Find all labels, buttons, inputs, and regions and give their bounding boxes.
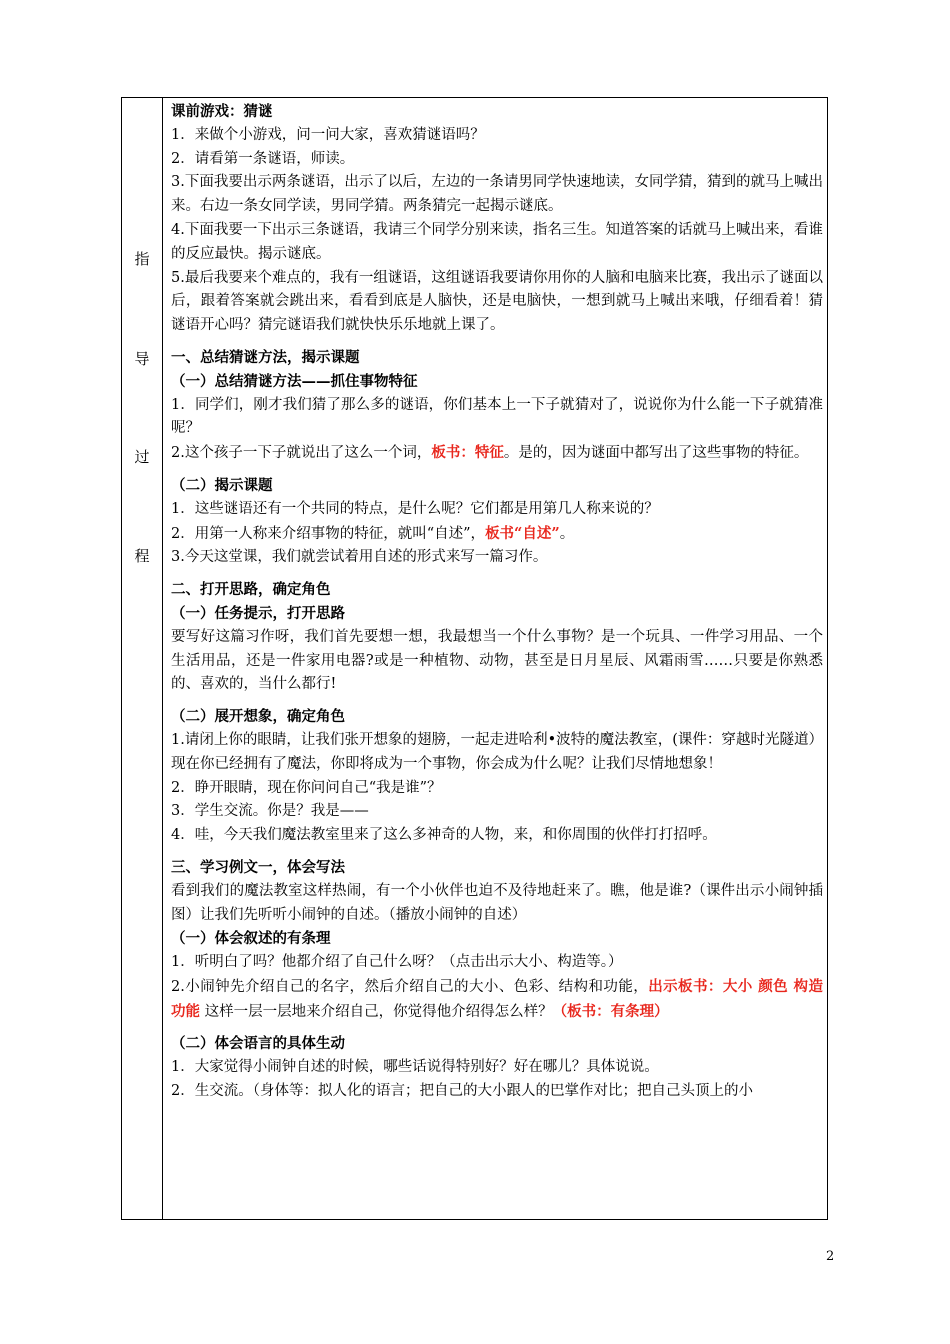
paragraph: 1．大家觉得小闹钟自述的时候，哪些话说得特别好？好在哪儿？具体说说。	[171, 1059, 659, 1076]
paragraph: 4.下面我要一下出示三条谜语，我请三个同学分别来读，指名三生。知道答案的话就马上喊出来，看谁的反应最快。揭示谜底。	[171, 221, 823, 262]
section-title: 二、打开思路，确定角色	[171, 581, 331, 599]
subsection-title: （一）总结猜谜方法——抓住事物特征	[171, 372, 418, 390]
page-number: 2	[826, 1249, 835, 1264]
paragraph: 2.这个孩子一下子就说出了这么一个词，板书：特征。是的，因为谜面中都写出了这些事物的特征。	[171, 444, 809, 462]
paragraph: 2．生交流。（身体等：拟人化的语言；把自己的大小跟人的巴掌作对比；把自己头顶上的小	[171, 1083, 753, 1100]
sidebar-char: 过	[134, 448, 150, 466]
paragraph: 3.今天这堂课，我们就尝试着用自述的形式来写一篇习作。	[171, 549, 548, 566]
sidebar-char: 指	[134, 250, 150, 268]
paragraph: 5.最后我要来个难点的，我有一组谜语，这组谜语我要请你用你的人脑和电脑来比赛，我出示了谜面以后，跟着答案就会跳出来，看看到底是人脑快，还是电脑快，一想到就马上喊出来哦，仔细看着！猜谜语开心吗？猜完谜语我们就快快乐乐地就上课了。	[171, 269, 823, 334]
board-note: 出示板书：大小 颜色 构造 功能	[171, 977, 823, 1020]
subsection-title: （一）任务提示，打开思路	[171, 604, 345, 622]
board-note: （板书：有条理）	[552, 1002, 669, 1020]
paragraph: 2．用第一人称来介绍事物的特征，就叫“自述”，板书“自述”。	[171, 524, 575, 542]
paragraph: 1．来做个小游戏，问一问大家，喜欢猜谜语吗？	[171, 126, 485, 143]
section-title: 三、学习例文一，体会写法	[171, 858, 345, 876]
paragraph: 2.小闹钟先介绍自己的名字，然后介绍自己的大小、色彩、结构和功能，出示板书：大小 颜色 构造 功能 这样一层一层地来介绍自己，你觉得他介绍得怎么样？（板书：有条理）	[171, 977, 823, 1020]
subsection-title: （二）体会语言的具体生动	[171, 1035, 345, 1053]
paragraph: 1.请闭上你的眼睛，让我们张开想象的翅膀，一起走进哈利•波特的魔法教室，(课件：穿越时光隧道）现在你已经拥有了魔法，你即将成为一个事物，你会成为什么呢？让我们尽情地想象！	[171, 731, 823, 772]
lesson-table	[121, 97, 828, 1220]
sidebar-label-column	[122, 98, 163, 1219]
subsection-title: （二）展开想象，确定角色	[171, 708, 345, 726]
board-note: 板书：特征	[431, 444, 504, 462]
lesson-content	[171, 100, 823, 1104]
paragraph: 1．听明白了吗？他都介绍了自己什么呀？（点击出示大小、构造等。）	[171, 954, 623, 971]
subsection-title: （一）体会叙述的有条理	[171, 930, 331, 948]
section-title: 一、总结猜谜方法，揭示课题	[171, 348, 360, 366]
sidebar-char: 程	[134, 547, 150, 565]
paragraph: 3.下面我要出示两条谜语，出示了以后，左边的一条请男同学快速地读，女同学猜，猜到的就马上喊出来。右边一条女同学读，男同学猜。两条猜完一起揭示谜底。	[171, 174, 823, 215]
subsection-title: （二）揭示课题	[171, 476, 273, 494]
paragraph: 1．同学们，刚才我们猜了那么多的谜语，你们基本上一下子就猜对了，说说你为什么能一下子就猜准呢？	[171, 396, 823, 437]
paragraph: 2．睁开眼睛，现在你问问自己“我是谁”？	[171, 779, 442, 796]
game-title: 课前游戏：猜谜	[171, 103, 273, 120]
board-note: 板书“自述”	[485, 524, 560, 542]
paragraph: 看到我们的魔法教室这样热闹，有一个小伙伴也迫不及待地赶来了。瞧，他是谁?（课件出示小闹钟插图）让我们先听听小闹钟的自述。（播放小闹钟的自述）	[171, 882, 823, 923]
paragraph: 4．哇，今天我们魔法教室里来了这么多神奇的人物，来，和你周围的伙伴打打招呼。	[171, 827, 717, 844]
sidebar-char: 导	[134, 350, 150, 368]
paragraph: 3．学生交流。你是？我是——	[171, 803, 369, 820]
paragraph: 2．请看第一条谜语，师读。	[171, 150, 355, 167]
paragraph: 要写好这篇习作呀，我们首先要想一想，我最想当一个什么事物？是一个玩具、一件学习用品、一个生活用品，还是一件家用电器?或是一种植物、动物，甚至是日月星辰、风霜雨雪……只要是你熟悉的、喜欢的，当什么都行!	[171, 628, 823, 693]
paragraph: 1．这些谜语还有一个共同的特点，是什么呢？它们都是用第几人称来说的？	[171, 500, 659, 517]
